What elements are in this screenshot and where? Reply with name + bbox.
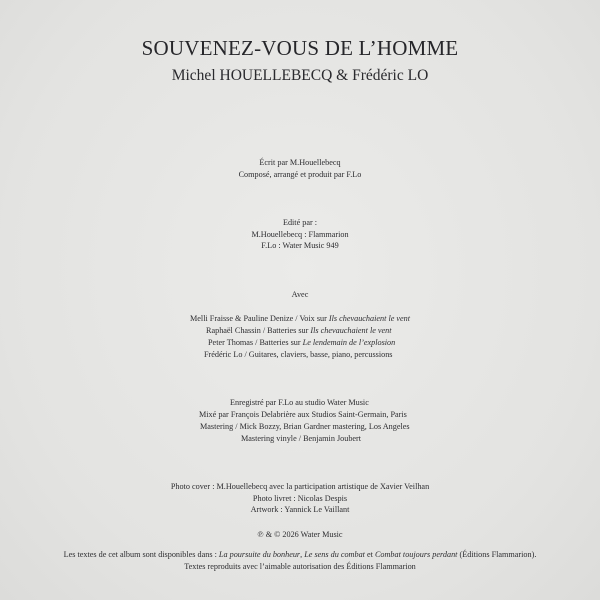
vinyl-mastering-line: Mastering vinyle / Benjamin Joubert [241,434,362,443]
mastering-line: Mastering / Mick Bozzy, Brian Gardner mastering, Los Angeles [200,422,410,431]
footer-books-line [0,549,600,561]
photo-cover-line: Photo cover : M.Houellebecq avec la participation artistique de Xavier Veilhan [170,482,430,491]
song-title: Ils chevauchaient le vent [328,314,411,323]
musician-row [208,337,395,349]
footer-text: (Éditions Flammarion). [457,550,537,559]
artwork-line: Artwork : Yannick Le Vaillant [250,505,350,515]
publishing-heading: Edité par : [282,218,318,227]
book-title: La poursuite du bonheur [218,550,301,559]
musician-text: Peter Thomas / Batteries sur [208,338,303,347]
album-authors: Michel HOUELLEBECQ & Frédéric LO [171,67,429,84]
writer-line: Écrit par M.Houellebecq [259,158,341,167]
photo-booklet-line: Photo livret : Nicolas Despis [252,493,348,503]
musician-text: Frédéric Lo / Guitares, claviers, basse, piano, percussions [204,350,393,359]
song-title: Le lendemain de l’explosion [302,338,396,347]
musician-text: Raphaël Chassin / Batteries sur [206,326,311,335]
composer-line: Composé, arrangé et produit par F.Lo [238,169,362,179]
musician-row [204,349,393,361]
album-title: SOUVENEZ-VOUS DE L’HOMME [141,36,459,60]
photo-credits [0,481,600,516]
publishing-credits [0,217,600,252]
footer-text: Les textes de cet album sont disponibles dans : [63,550,219,559]
recording-line: Enregistré par F.Lo au studio Water Music [230,398,369,407]
with-heading: Avec [291,290,309,299]
mixing-line: Mixé par François Delabrière aux Studios Saint-Germain, Paris [199,410,407,419]
musician-text: Melli Fraisse & Pauline Denize / Voix sur [190,314,329,323]
book-title: Le sens du combat [304,550,365,559]
publisher-line-1: M.Houellebecq : Flammarion [251,229,349,239]
book-title: Combat toujours perdant [374,550,458,559]
copyright-line: ℗ & © 2026 Water Music [257,530,343,539]
footer-text: et [364,550,375,559]
song-title: Ils chevauchaient le vent [310,326,392,335]
musician-row [206,325,392,337]
publisher-line-2: F.Lo : Water Music 949 [261,241,339,251]
footer-permission-line: Textes reproduits avec l’aimable autorisation des Éditions Flammarion [184,561,416,571]
musician-row [190,313,410,325]
footer-text: , [300,550,305,559]
footer-notice [0,549,600,572]
writing-credits [0,157,600,180]
